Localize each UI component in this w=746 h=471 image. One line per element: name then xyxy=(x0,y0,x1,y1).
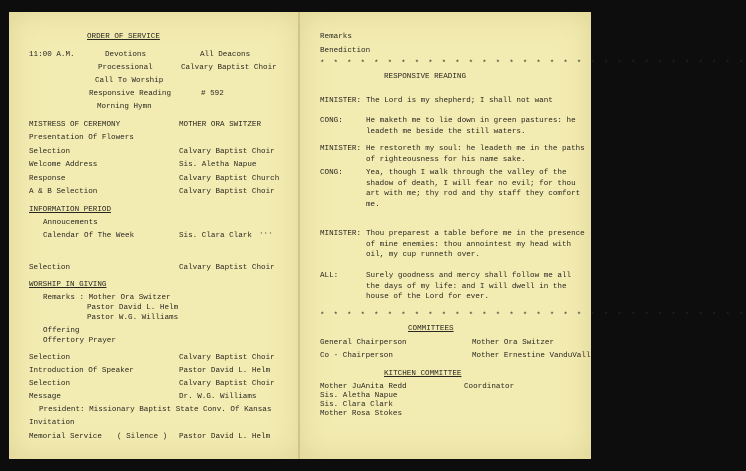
service-time: 11:00 A.M. xyxy=(29,51,75,59)
response-by: Calvary Baptist Church xyxy=(179,175,280,183)
reading-speaker: CONG: xyxy=(320,169,343,177)
kitchen-committee-heading: KITCHEN COMMITTEE xyxy=(384,370,462,378)
introduction-of-speaker: Introduction Of Speaker xyxy=(29,367,134,375)
selection-1: Selection xyxy=(29,148,71,156)
processional-by: Calvary Baptist Choir xyxy=(181,64,277,72)
reading-text: He maketh me to lie down in green pastures: he leadeth me beside the still waters. xyxy=(366,117,576,136)
calendar-by: Sis. Clara Clark xyxy=(179,232,252,240)
kitchen-member-1: Mother JuAnita Redd xyxy=(320,383,407,391)
program-left-page xyxy=(9,12,300,459)
reading-speaker: MINISTER: xyxy=(320,230,362,238)
reading-speaker: CONG: xyxy=(320,117,343,125)
reading-text: Surely goodness and mercy shall follow me all the days of my life: and I will dwell in the house of the Lord for ever. xyxy=(366,272,572,301)
selection-3-by: Calvary Baptist Choir xyxy=(179,354,275,362)
silence-note: ( Silence ) xyxy=(117,433,168,441)
remarks: Remarks xyxy=(320,33,352,41)
reading-text: He restoreth my soul: he leadeth me in the paths of righteousness for his name sake. xyxy=(366,145,585,164)
committees-heading: COMMITTEES xyxy=(408,325,454,333)
general-chairperson-label: General Chairperson xyxy=(320,339,407,347)
reading-speaker: MINISTER: xyxy=(320,97,362,105)
devotions-label: Devotions xyxy=(105,51,147,59)
selection-2-by: Calvary Baptist Choir xyxy=(179,264,275,272)
ab-selection: A & B Selection xyxy=(29,188,98,196)
reading-text: Thou preparest a table before me in the presence of mine enemies: thou annointest my head with oil, my cup runneth over. xyxy=(366,230,585,259)
presentation-of-flowers: Presentation Of Flowers xyxy=(29,134,134,142)
invitation: Invitation xyxy=(29,419,75,427)
selection-1-by: Calvary Baptist Choir xyxy=(179,148,275,156)
welcome-address: Welcome Address xyxy=(29,161,98,169)
call-to-worship: Call To Worship xyxy=(95,77,164,85)
kitchen-member-2: Sis. Aletha Napue xyxy=(320,392,398,400)
information-period-heading: INFORMATION PERIOD xyxy=(29,206,112,214)
welcome-by: Sis. Aletha Napue xyxy=(179,161,257,169)
selection-4: Selection xyxy=(29,380,71,388)
kitchen-member-3: Sis. Clara Clark xyxy=(320,401,393,409)
remarks-line-2: Pastor David L. Helm xyxy=(87,304,179,312)
remarks-line-1: Remarks : Mother Ora Switzer xyxy=(43,294,171,302)
calendar-dots: ··· xyxy=(259,230,273,238)
general-chairperson-name: Mother Ora Switzer xyxy=(472,339,555,347)
coordinator-label: Coordinator xyxy=(464,383,515,391)
kitchen-member-4: Mother Rosa Stokes xyxy=(320,410,403,418)
star-divider-2: * * * * * * * * * * * * * * * * * * * * * * * * * * * * * * * * xyxy=(320,312,746,320)
star-divider-1: * * * * * * * * * * * * * * * * * * * * * * * * * * * * * * * * xyxy=(320,60,746,68)
president-line: President: Missionary Baptist State Conv. Of Kansas xyxy=(39,406,272,414)
offering: Offering xyxy=(43,327,80,335)
message: Message xyxy=(29,393,61,401)
program-right-page xyxy=(300,12,746,459)
morning-hymn: Morning Hymn xyxy=(97,103,152,111)
reading-text: Yea, though I walk through the valley of the shadow of death, I will fear no evil; for thou art with me; thy rod and thy staff they comfort me. xyxy=(366,169,581,209)
offertory-prayer: Offertory Prayer xyxy=(43,337,116,345)
response: Response xyxy=(29,175,66,183)
reading-text: The Lord is my shepherd; I shall not want xyxy=(366,97,553,105)
memorial-by: Pastor David L. Helm xyxy=(179,433,271,441)
reading-speaker: MINISTER: xyxy=(320,145,362,153)
benediction: Benediction xyxy=(320,47,371,55)
mistress-of-ceremony-name: MOTHER ORA SWITZER xyxy=(179,121,262,129)
co-chairperson-label: Co - Chairperson xyxy=(320,352,393,360)
memorial-service: Memorial Service xyxy=(29,433,102,441)
selection-4-by: Calvary Baptist Choir xyxy=(179,380,275,388)
order-of-service-heading: ORDER OF SERVICE xyxy=(87,33,160,41)
processional-label: Processional xyxy=(98,64,153,72)
worship-in-giving-heading: WORSHIP IN GIVING xyxy=(29,281,107,289)
calendar-of-the-week: Calendar Of The Week xyxy=(43,232,135,240)
selection-2: Selection xyxy=(29,264,71,272)
hymn-number: # 592 xyxy=(201,90,224,98)
announcements: Annoucements xyxy=(43,219,98,227)
co-chairperson-name: Mother Ernestine VanduVall xyxy=(472,352,591,360)
remarks-line-3: Pastor W.G. Williams xyxy=(87,314,179,322)
message-by: Dr. W.G. Williams xyxy=(179,393,257,401)
introduction-by: Pastor David L. Helm xyxy=(179,367,271,375)
responsive-reading-heading: RESPONSIVE READING xyxy=(384,73,467,81)
ab-selection-by: Calvary Baptist Choir xyxy=(179,188,275,196)
reading-speaker: ALL: xyxy=(320,272,339,280)
mistress-of-ceremony-label: MISTRESS OF CEREMONY xyxy=(29,121,121,129)
selection-3: Selection xyxy=(29,354,71,362)
all-deacons: All Deacons xyxy=(200,51,251,59)
responsive-reading-label: Responsive Reading xyxy=(89,90,172,98)
